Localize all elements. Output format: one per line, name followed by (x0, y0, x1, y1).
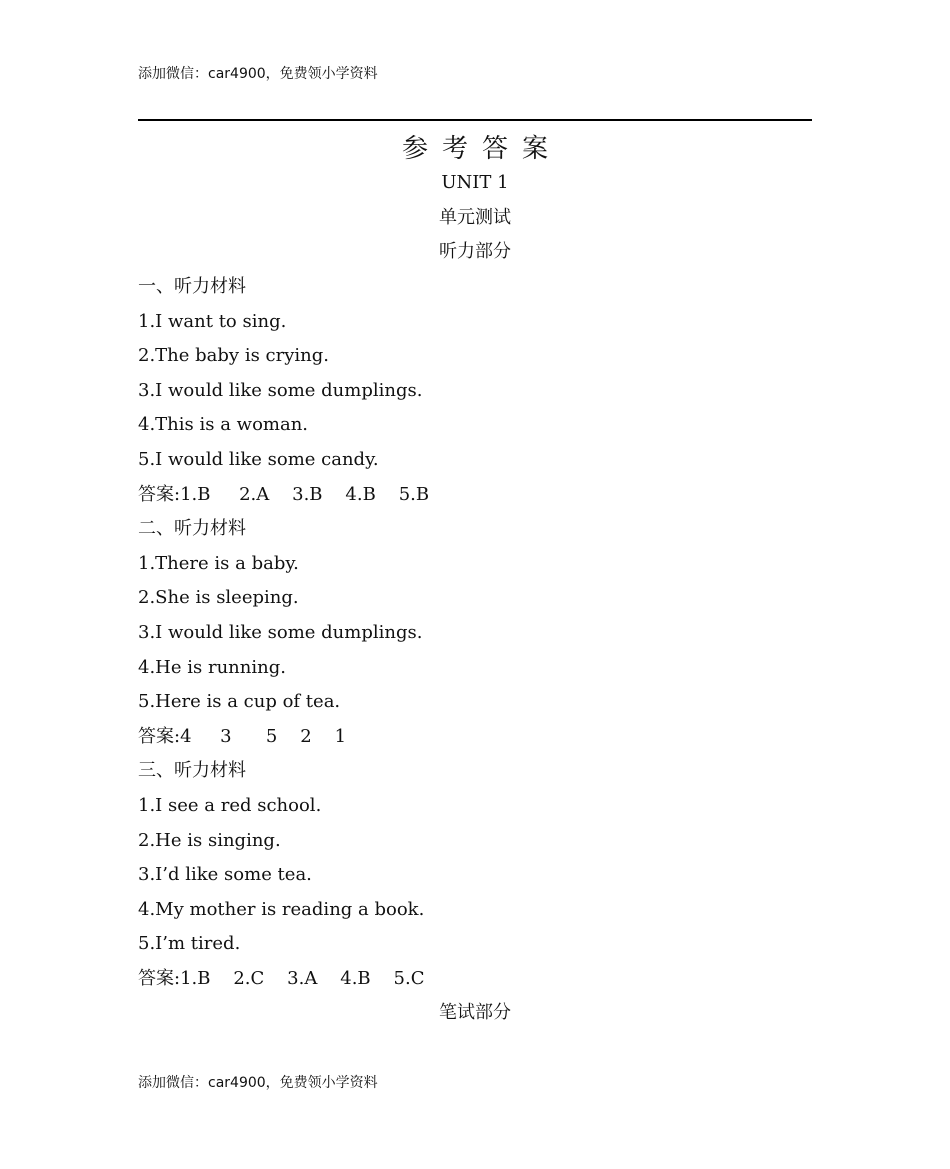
page-title: 参考答案 (401, 134, 562, 164)
listening-line: 1.There is a baby. (138, 552, 299, 574)
section-heading: 一、听力材料 (138, 276, 246, 297)
listening-heading: 听力部分 (439, 241, 511, 262)
listening-line: 3.I would like some dumplings. (138, 621, 423, 643)
header-divider (138, 119, 812, 121)
listening-line: 1.I want to sing. (138, 310, 287, 332)
answer-line: 答案:1.B 2.A 3.B 4.B 5.B (138, 483, 430, 505)
listening-line: 4.This is a woman. (138, 414, 309, 436)
section-heading: 二、听力材料 (138, 518, 246, 540)
listening-line: 2.She is sleeping. (138, 587, 299, 609)
listening-line: 2.He is singing. (138, 829, 281, 851)
listening-line: 5.Here is a cup of tea. (138, 691, 341, 713)
writing-heading: 笔试部分 (439, 1002, 511, 1023)
answer-line: 答案:1.B 2.C 3.A 4.B 5.C (138, 967, 425, 989)
listening-line: 4.My mother is reading a book. (138, 898, 425, 920)
section-heading: 三、听力材料 (138, 760, 246, 782)
header-note: 添加微信：car4900，免费领小学资料 (138, 66, 378, 82)
listening-line: 4.He is running. (138, 656, 286, 678)
listening-line: 1.I see a red school. (138, 794, 322, 816)
answer-content (138, 274, 812, 1000)
listening-line: 5.I would like some candy. (138, 448, 379, 470)
unit-heading: UNIT 1 (441, 172, 509, 193)
answer-line: 答案:4 3 5 2 1 (138, 725, 347, 747)
listening-line: 5.I’m tired. (138, 933, 241, 955)
listening-line: 3.I would like some dumplings. (138, 379, 423, 401)
footer-note: 添加微信：car4900，免费领小学资料 (138, 1075, 378, 1091)
listening-line: 2.The baby is crying. (138, 345, 329, 367)
listening-line: 3.I’d like some tea. (138, 864, 312, 886)
test-heading: 单元测试 (439, 207, 511, 228)
